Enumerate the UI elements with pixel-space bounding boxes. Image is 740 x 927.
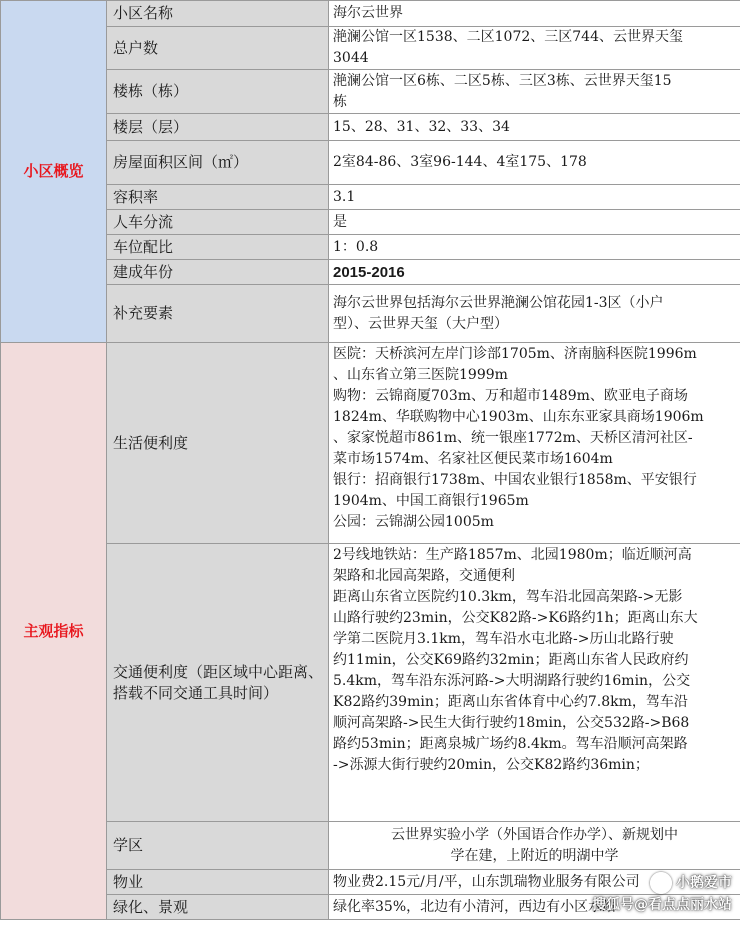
row-value: 滟澜公馆一区1538、二区1072、三区744、云世界天玺 3044 <box>329 27 740 70</box>
row-label: 人车分流 <box>107 210 329 235</box>
section-overview-label: 小区概览 <box>1 1 107 343</box>
row-label: 建成年份 <box>107 260 329 285</box>
row-value: 2室84-86、3室96-144、4室175、178 <box>329 141 740 185</box>
table-row <box>1 285 740 343</box>
table-row <box>1 235 740 260</box>
table-row <box>1 185 740 210</box>
section-subjective-label: 主观指标 <box>1 343 107 920</box>
row-label: 总户数 <box>107 27 329 70</box>
table-row <box>1 27 740 70</box>
row-label: 容积率 <box>107 185 329 210</box>
row-value: 2015-2016 <box>329 260 740 285</box>
watermark-line1: 小鹅爱市 <box>676 875 732 891</box>
table-row <box>1 1 740 27</box>
table-row <box>1 141 740 185</box>
row-value: 海尔云世界 <box>329 1 740 27</box>
row-value: 滟澜公馆一区6栋、二区5栋、三区3栋、云世界天玺15 栋 <box>329 70 740 114</box>
row-value: 绿化率35%，北边有小清河，西边有小区水站 <box>329 895 740 920</box>
watermark-logo-icon <box>650 872 672 894</box>
table-row <box>1 343 740 544</box>
row-label: 生活便利度 <box>107 343 329 544</box>
table-row <box>1 210 740 235</box>
row-label: 绿化、景观 <box>107 895 329 920</box>
row-value: 云世界实验小学（外国语合作办学）、新规划中 学在建，上附近的明湖中学 <box>329 822 740 870</box>
row-value: 15、28、31、32、33、34 <box>329 114 740 141</box>
watermark <box>592 872 732 916</box>
row-label: 车位配比 <box>107 235 329 260</box>
row-label: 交通便利度（距区域中心距离、搭载不同交通工具时间） <box>107 544 329 822</box>
row-value: 医院：天桥滨河左岸门诊部1705m、济南脑科医院1996m 、山东省立第三医院1999m 购物：云锦商厦703m、万和超市1489m、欧亚电子商场 1824m、华联购物中心1903m、山东东亚家具商场1906m 、家家悦超市861m、统一银座1772m、天桥区清河社区- 菜市场1574m、名家社区便民菜市场1604m 银行：招商银行1738m、中国农业银行1858m、平安银行 1904m、中国工商银行1965m 公园：云锦湖公园1005m <box>329 343 740 544</box>
row-value: 1：0.8 <box>329 235 740 260</box>
row-label: 补充要素 <box>107 285 329 343</box>
row-value: 物业费2.15元/月/平，山东凯瑞物业服务有限公司 <box>329 870 740 895</box>
row-value: 3.1 <box>329 185 740 210</box>
watermark-line2: 搜狐号@看点点丽水站 <box>592 897 732 913</box>
table-row <box>1 114 740 141</box>
row-value: 海尔云世界包括海尔云世界滟澜公馆花园1-3区（小户 型）、云世界天玺（大户型） <box>329 285 740 343</box>
row-label: 物业 <box>107 870 329 895</box>
table-row <box>1 544 740 822</box>
row-label: 楼层（层） <box>107 114 329 141</box>
row-label: 小区名称 <box>107 1 329 27</box>
table-row <box>1 822 740 870</box>
table-row <box>1 260 740 285</box>
row-value: 是 <box>329 210 740 235</box>
table-row <box>1 70 740 114</box>
row-value: 2号线地铁站：生产路1857m、北园1980m；临近顺河高 架路和北园高架路，交通便利 距离山东省立医院约10.3km，驾车沿北园高架路->无影 山路行驶约23min，公交K82路->K6路约1h；距离山东大 学第二医院月3.1km，驾车沿水屯北路->历山北路行驶 约11min，公交K69路约32min；距离山东省人民政府约 5.4km，驾车沿东泺河路->大明湖路行驶约16min，公交 K82路约39min；距离山东省体育中心约7.8km，驾车沿 顺河高架路->民生大街行驶约18min，公交532路->B68 路约53min；距离泉城广场约8.4km。驾车沿顺河高架路 ->泺源大街行驶约20min，公交K82路约36min； <box>329 544 740 822</box>
row-label: 楼栋（栋） <box>107 70 329 114</box>
row-label: 房屋面积区间（㎡） <box>107 141 329 185</box>
row-label: 学区 <box>107 822 329 870</box>
